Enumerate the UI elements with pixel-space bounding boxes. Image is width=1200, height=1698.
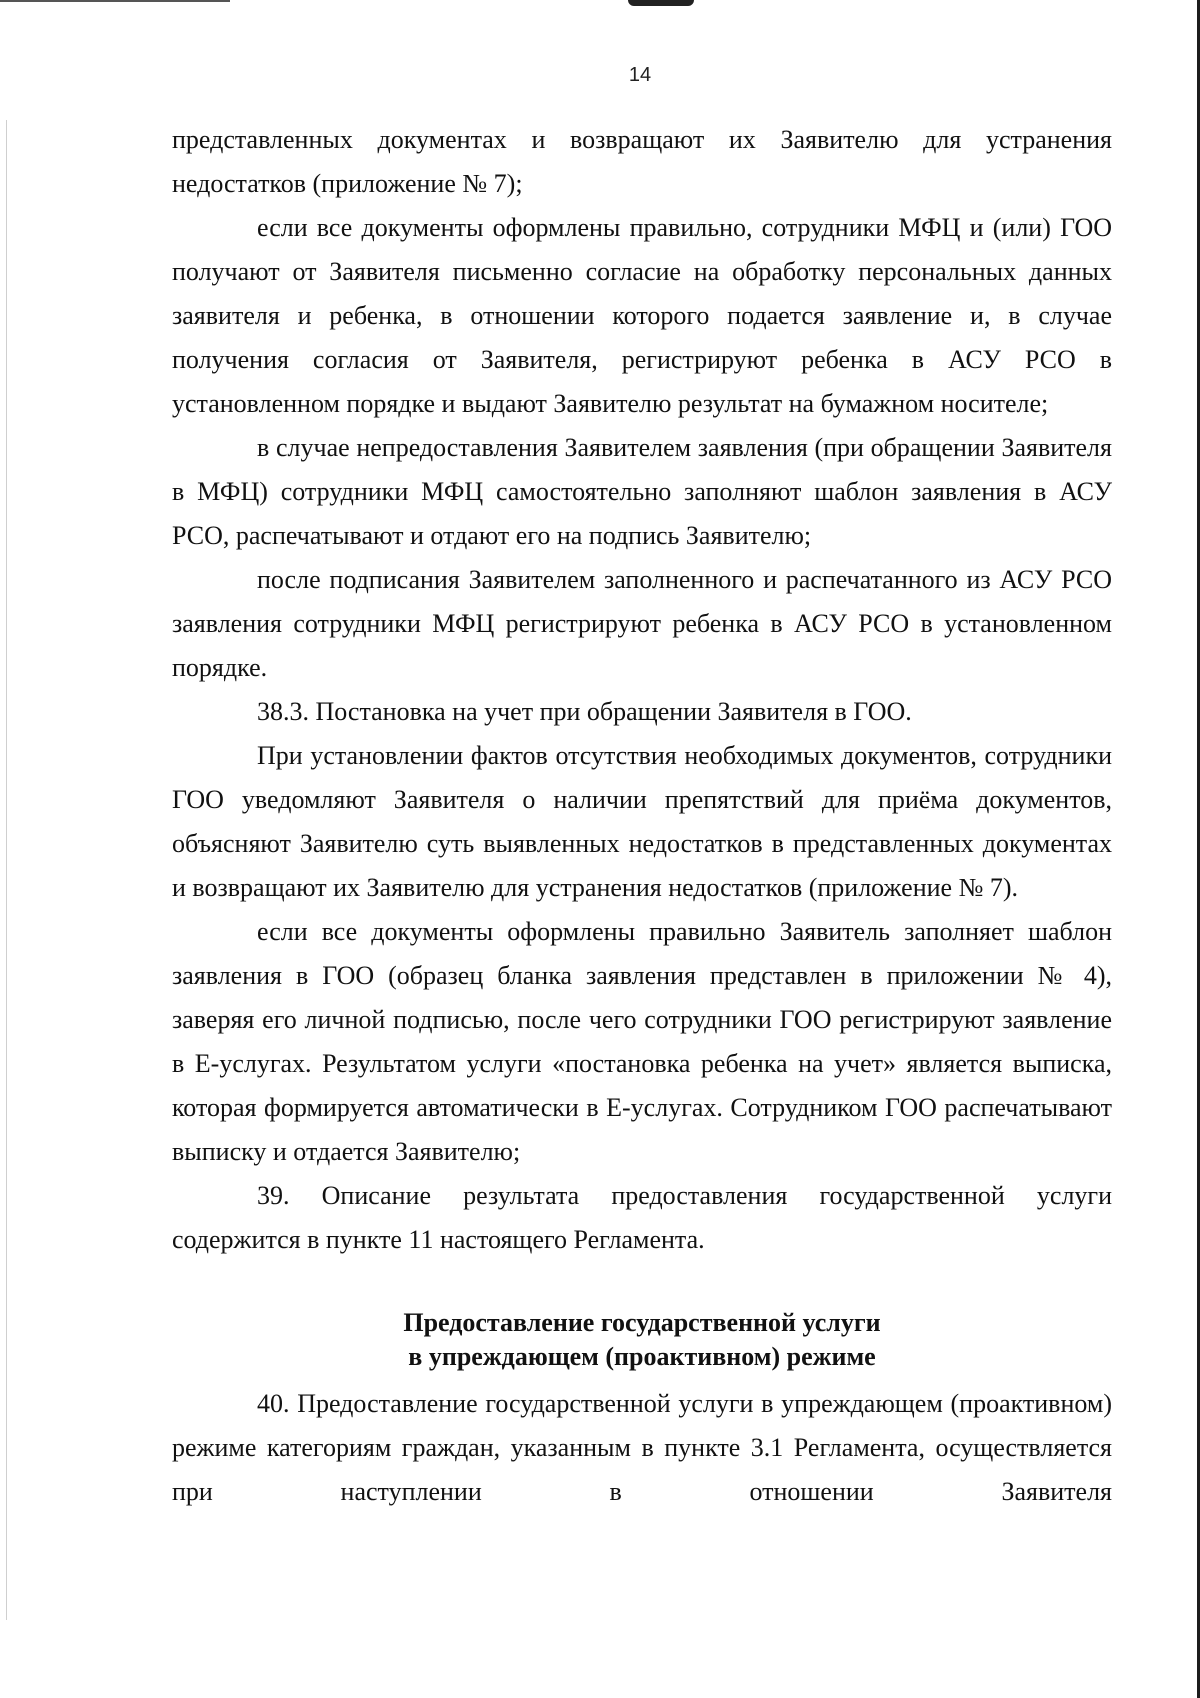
paragraph-section-38-3: 38.3. Постановка на учет при обращении Заявителя в ГОО.	[257, 697, 912, 726]
section-heading-line2: в упреждающем (проактивном) режиме	[408, 1342, 876, 1371]
scan-artifact-line	[0, 0, 230, 2]
document-body	[172, 118, 1112, 1514]
section-heading	[172, 1306, 1112, 1374]
scan-artifact-mark	[628, 0, 694, 6]
section-heading-line1: Предоставление государственной услуги	[403, 1308, 881, 1337]
paragraph-section-40: 40. Предоставление государственной услуги в упреждающем (проактивном) режиме категориям граждан, указанным в пункте 3.1 Регламента, осуществляется при наступлении в отношении Заявителя	[172, 1389, 1112, 1506]
paragraph: если все документы оформлены правильно, сотрудники МФЦ и (или) ГОО получают от Заявителя письменно согласие на обработку персональных данных заявителя и ребенка, в отношении которого подается заявление и, в случае получения согласия от Заявителя, регистрируют ребенка в АСУ РСО в установленном порядке и выдают Заявителю результат на бумажном носителе;	[172, 213, 1112, 418]
scan-edge-left	[6, 120, 7, 1620]
paragraph: При установлении фактов отсутствия необходимых документов, сотрудники ГОО уведомляют Заявителя о наличии препятствий для приёма документов, объясняют Заявителю суть выявленных недостатков в представленных документах и возвращают их Заявителю для устранения недостатков (приложение № 7).	[172, 741, 1112, 902]
paragraph: в случае непредоставления Заявителем заявления (при обращении Заявителя в МФЦ) сотрудники МФЦ самостоятельно заполняют шаблон заявления в АСУ РСО, распечатывают и отдают его на подпись Заявителю;	[172, 433, 1112, 550]
paragraph: после подписания Заявителем заполненного и распечатанного из АСУ РСО заявления сотрудники МФЦ регистрируют ребенка в АСУ РСО в установленном порядке.	[172, 565, 1112, 682]
page-number: 14	[628, 64, 652, 86]
paragraph: если все документы оформлены правильно Заявитель заполняет шаблон заявления в ГОО (образец бланка заявления представлен в приложении № 4), заверяя его личной подписью, после чего сотрудники ГОО регистрируют заявление в Е-услугах. Результатом услуги «постановка ребенка на учет» является выписка, которая формируется автоматически в Е-услугах. Сотрудником ГОО распечатывают выписку и отдается Заявителю;	[172, 917, 1112, 1166]
paragraph-continuation: представленных документах и возвращают их Заявителю для устранения недостатков (приложение № 7);	[172, 125, 1112, 198]
paragraph-section-39: 39. Описание результата предоставления государственной услуги содержится в пункте 11 настоящего Регламента.	[172, 1181, 1112, 1254]
